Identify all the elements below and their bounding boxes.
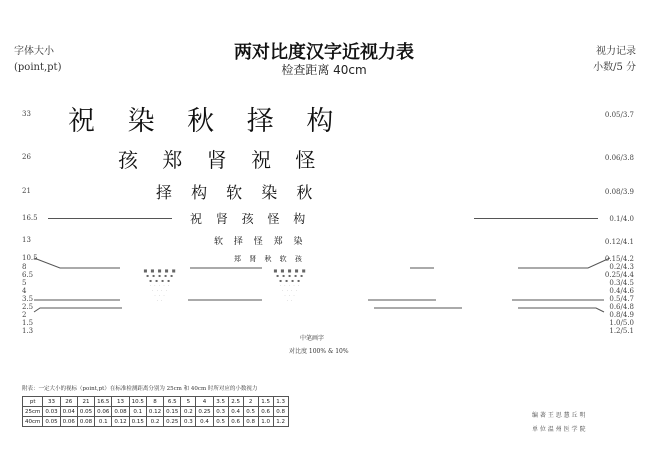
table-cell: 3.5 — [213, 397, 228, 407]
guide-line — [518, 308, 604, 312]
row-size: 33 — [22, 110, 31, 118]
chart-subtitle: 检查距离 40cm — [281, 63, 367, 77]
row-record: 0.8/4.9 — [609, 311, 634, 319]
row-record: 0.5/4.7 — [609, 295, 634, 303]
row-record: 0.1/4.0 — [609, 215, 634, 223]
conversion-table — [22, 396, 289, 427]
table-cell: 16.5 — [95, 397, 112, 407]
table-cell: 0.05 — [77, 407, 94, 417]
tiny-optotypes: ■ ■ ■ ■ ■ ▪ ▪ ▪ ▪ ▪ ▪ ▪ ▪ ▪ · · · · · · · · · · · · · · — [143, 268, 177, 303]
table-cell: 13 — [112, 397, 129, 407]
table-caption: 附表：一定大小的视标（point,pt）在标准检测距离分别为 25cm 和 40cm 时所对应的小数视力 — [22, 386, 258, 392]
table-cell: 0.12 — [146, 407, 163, 417]
table-cell: 33 — [43, 397, 60, 407]
size-heading-label: 字体大小 — [14, 46, 54, 57]
row-size: 16.5 — [22, 214, 38, 222]
table-cell: 0.06 — [60, 417, 77, 427]
guide-line — [34, 308, 122, 312]
table-cell: 1.0 — [258, 417, 273, 427]
chart-title: 两对比度汉字近视力表 — [234, 42, 414, 63]
row-size: 3.5 — [22, 295, 34, 303]
record-heading-unit: 小数/5 分 — [593, 62, 636, 73]
size-heading-unit: (point,pt) — [14, 62, 62, 73]
table-cell: 0.25 — [164, 417, 181, 427]
table-cell: 8 — [146, 397, 163, 407]
table-cell: 0.08 — [77, 417, 94, 427]
institution-credit: 单 位 温 州 医 学 院 — [532, 426, 586, 433]
contrast-note: 对比度 100% & 10% — [289, 348, 349, 355]
table-cell: 0.5 — [213, 417, 228, 427]
table-cell: 0.03 — [43, 407, 60, 417]
row-record: 0.06/3.8 — [604, 154, 634, 162]
table-row — [23, 407, 289, 417]
table-cell: 0.6 — [228, 417, 243, 427]
row-size: 2 — [22, 311, 27, 319]
table-cell: 0.12 — [112, 417, 129, 427]
table-cell: 1.3 — [273, 397, 288, 407]
row-size: 13 — [22, 236, 31, 244]
table-cell: 0.06 — [95, 407, 112, 417]
row-record: 0.15/4.2 — [604, 255, 634, 263]
table-row — [23, 417, 289, 427]
table-cell: 0.3 — [213, 407, 228, 417]
optotype-row: 郑 肾 秋 软 孩 — [234, 255, 305, 263]
table-cell: 2.5 — [228, 397, 243, 407]
tiny-optotypes: ■ ■ ■ ■ ■ ▪ ▪ ▪ ▪ ▪ ▪ ▪ ▪ ▪ · · · · · · · · · · · · · · — [273, 268, 307, 303]
table-cell: 40cm — [23, 417, 43, 427]
font-note: 中笔画字 — [300, 335, 325, 342]
table-cell: pt — [23, 397, 43, 407]
row-record: 0.3/4.5 — [609, 279, 634, 287]
row-size: 4 — [22, 287, 27, 295]
table-cell: 25cm — [23, 407, 43, 417]
optotype-row: 择 构 软 染 秋 — [156, 183, 320, 202]
table-cell: 5 — [181, 397, 196, 407]
row-record: 0.2/4.3 — [609, 263, 634, 271]
table-cell: 0.8 — [273, 407, 288, 417]
row-record: 0.12/4.1 — [604, 238, 634, 246]
optotype-row: 祝 肾 孩 怪 构 — [190, 212, 311, 226]
optotype-row: 软 择 怪 郑 染 — [214, 237, 307, 247]
optotype-row: 祝 染 秋 择 构 — [68, 106, 346, 137]
table-cell: 0.25 — [196, 407, 213, 417]
row-record: 0.25/4.4 — [604, 271, 634, 279]
row-size: 26 — [22, 153, 31, 161]
table-row — [23, 397, 289, 407]
table-cell: 1.2 — [273, 417, 288, 427]
table-cell: 0.5 — [243, 407, 258, 417]
row-size: 2.5 — [22, 303, 34, 311]
table-cell: 0.4 — [196, 417, 213, 427]
row-record: 0.05/3.7 — [604, 111, 634, 119]
table-cell: 0.08 — [112, 407, 129, 417]
row-record: 1.0/5.0 — [609, 319, 634, 327]
table-cell: 0.04 — [60, 407, 77, 417]
row-size: 5 — [22, 279, 27, 287]
row-size: 10.5 — [22, 254, 38, 262]
table-cell: 21 — [77, 397, 94, 407]
table-cell: 10.5 — [129, 397, 146, 407]
row-record: 0.4/4.6 — [609, 287, 634, 295]
row-size: 8 — [22, 263, 27, 271]
optotype-row: 孩 郑 肾 祝 怪 — [118, 148, 325, 172]
row-record: 0.6/4.8 — [609, 303, 634, 311]
record-heading-label: 视力记录 — [596, 46, 636, 57]
row-size: 6.5 — [22, 271, 34, 279]
table-cell: 26 — [60, 397, 77, 407]
row-size: 1.3 — [22, 327, 34, 335]
table-cell: 0.4 — [228, 407, 243, 417]
guide-line — [518, 258, 610, 268]
table-cell: 0.1 — [129, 407, 146, 417]
table-cell: 6.5 — [164, 397, 181, 407]
table-cell: 0.2 — [181, 407, 196, 417]
table-cell: 0.6 — [258, 407, 273, 417]
guide-line — [34, 258, 120, 268]
table-cell: 1.5 — [258, 397, 273, 407]
row-record: 1.2/5.1 — [609, 327, 634, 335]
table-cell: 0.2 — [146, 417, 163, 427]
table-cell: 0.1 — [95, 417, 112, 427]
row-size: 1.5 — [22, 319, 34, 327]
table-cell: 0.8 — [243, 417, 258, 427]
table-cell: 2 — [243, 397, 258, 407]
author-credit: 编 著 王 思 慧 丘 明 — [532, 412, 586, 419]
table-cell: 4 — [196, 397, 213, 407]
table-cell: 0.15 — [129, 417, 146, 427]
row-record: 0.08/3.9 — [604, 188, 634, 196]
table-cell: 0.15 — [164, 407, 181, 417]
table-cell: 0.3 — [181, 417, 196, 427]
table-cell: 0.05 — [43, 417, 60, 427]
row-size: 21 — [22, 187, 31, 195]
